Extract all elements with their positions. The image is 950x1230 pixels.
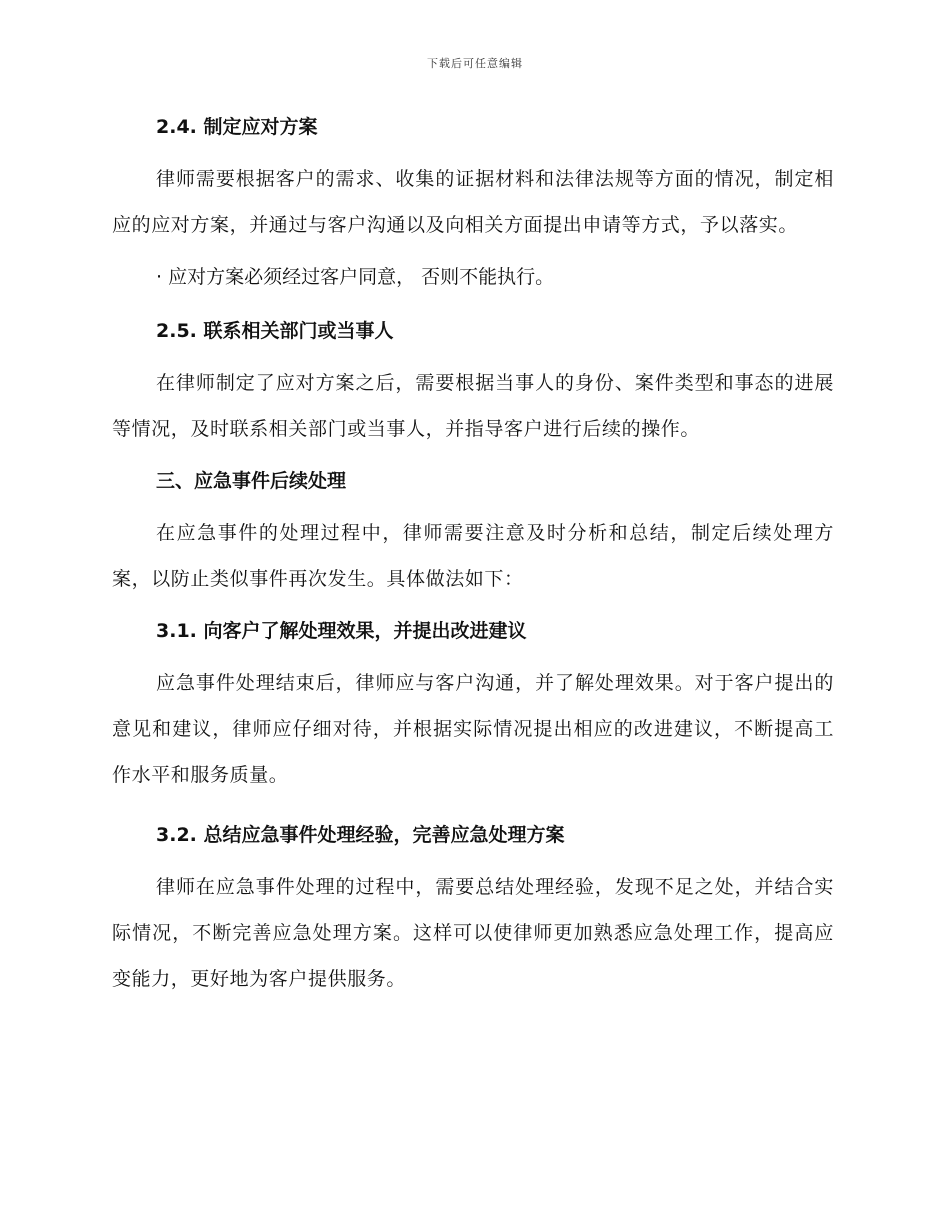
section-paragraph-3-2: 律师在应急事件处理的过程中，需要总结处理经验，发现不足之处，并结合实际情况，不断完善应急处理方案。这样可以使律师更加熟悉应急处理工作，提高应变能力，更好地为客户提供服务。 [112,876,834,990]
bullet-note: · 应对方案必须经过客户同意， 否则不能执行。 [156,266,555,288]
document-body [112,110,834,1002]
section-paragraph-2-5: 在律师制定了应对方案之后，需要根据当事人的身份、案件类型和事态的进展等情况，及时联系相关部门或当事人，并指导客户进行后续的操作。 [112,372,834,440]
section-heading-3: 三、应急事件后续处理 [156,470,347,492]
section-heading-3-2: 3.2. 总结应急事件处理经验，完善应急处理方案 [156,824,565,846]
section-heading-3-1: 3.1. 向客户了解处理效果，并提出改进建议 [156,620,527,642]
section-paragraph-3: 在应急事件的处理过程中，律师需要注意及时分析和总结，制定后续处理方案，以防止类似事件再次发生。具体做法如下： [112,522,834,590]
section-heading-2-5: 2.5. 联系相关部门或当事人 [156,320,394,342]
section-paragraph-2-4: 律师需要根据客户的需求、收集的证据材料和法律法规等方面的情况，制定相应的应对方案，并通过与客户沟通以及向相关方面提出申请等方式，予以落实。 [112,168,834,236]
page-header: 下载后可任意编辑 [427,57,523,70]
section-paragraph-3-1: 应急事件处理结束后，律师应与客户沟通，并了解处理效果。对于客户提出的意见和建议，律师应仔细对待，并根据实际情况提出相应的改进建议，不断提高工作水平和服务质量。 [112,672,834,786]
section-heading-2-4: 2.4. 制定应对方案 [156,116,318,138]
